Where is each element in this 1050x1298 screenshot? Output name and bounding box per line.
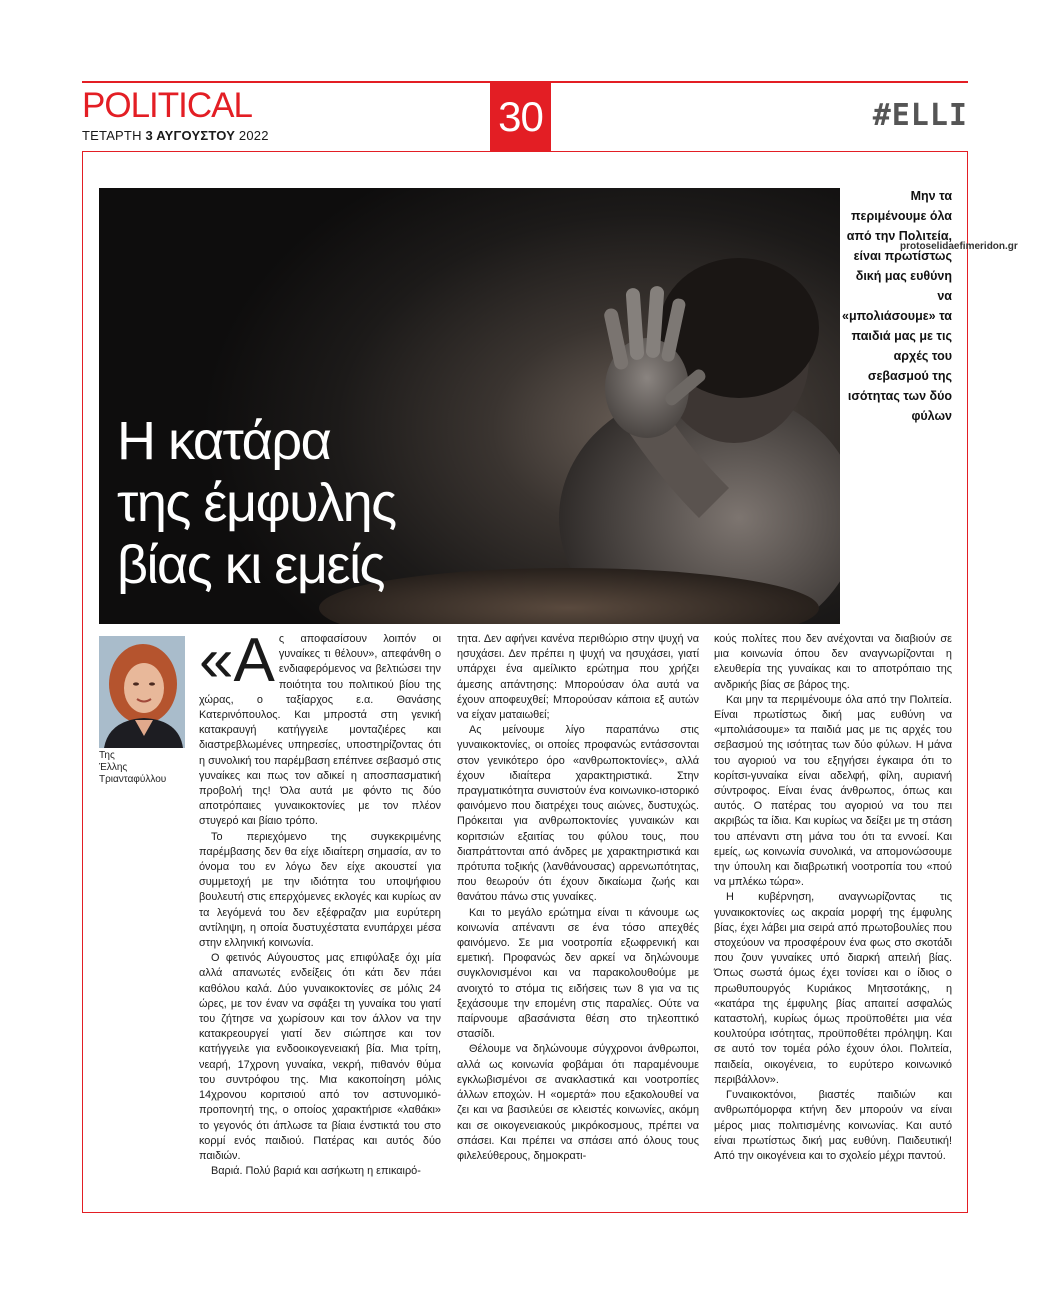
weekday: ΤΕΤΑΡΤΗ [82,128,142,143]
watermark: protoselidaefimeridon.gr [900,241,1018,252]
section-name: POLITICAL [82,86,252,125]
year: 2022 [238,128,269,143]
byline-name-2: Τριανταφύλλου [99,774,167,785]
paragraph: Ο φετινός Αύγουστος μας επιφύλαξε όχι μία αλλά απανωτές ενδείξεις ότι κάτι δεν πάει καθόλου καλά. Δύο γυναικοκτονίες σε μόλις 24 ώρες, με τον έναν να σφάξει τη γυναίκα του γιατί του ζήτησε να χωρίσουν και τον άλλον να την κατακρεουργεί γιατί δεν σιώπησε και τον κατήγγειλε για ενδοοικογενειακή βία. Μια τρίτη, νεαρή, 17χρονη γυναίκα, νεκρή, πιθανόν θύμα του συντρόφου της. Μια κακοποίηση μόλις 14χρονου κοριτσιού από τον αστυνομικό-προπονητή της, ο οποίος χαρακτήρισε «λαθάκι» το γεγονός ότι άπλωσε τα βίαια ένστικτά του στο κορμί ενός παιδιού. Πατέρας και αυτός δύο παιδιών. [199,952,441,1162]
article-column-3 [714,632,952,1164]
pull-quote: Μην τα περιμένουμε όλα από την Πολιτεία, είναι πρωτίστως δική μας ευθύνη να «μπολιάσουμε» τα παιδιά μας με τις αρχές του σεβασμού της ισότητας των δύο φύλων [842,189,952,423]
paragraph: Θέλουμε να δηλώνουμε σύγχρονοι άνθρωποι, αλλά ως κοινωνία φοβάμαι ότι παραμένουμε εγκλωβισμένοι σε ανακλαστικά και νοοτροπίες άλλων εποχών. Η «ομερτά» που εξακολουθεί να ζει και να βασιλεύει σε κλειστές κοινωνίες, ακόμη και σε οικογενειακούς μικρόκοσμους, πρέπει να σπάσει. Και πρέπει να σπάσει από όλους τους φιλελεύθερους, δημοκρατι- [457,1043,699,1162]
paragraph: κούς πολίτες που δεν ανέχονται να διαβιούν σε μια κοινωνία όπου δεν αναγνωρίζονται η ελευθερία της γυναίκας και το αποτρόπαιο της ανδρικής βίας σε βάρος της. [714,633,952,691]
dateline [82,128,269,143]
author-portrait [99,636,185,748]
paragraph: τητα. Δεν αφήνει κανένα περιθώριο στην ψυχή να ησυχάσει. Δεν πρέπει η ψυχή να ησυχάσει, γιατί υπάρχει ένα αμείλικτο ερώτημα που χρήζει άμεσης απάντησης: Μπορούσαν όλα αυτά να έχουν αποφευχθεί; Μπορούσαν κάποια εξ αυτών να είχαν ματαιωθεί; [457,633,699,722]
title-line-2: της έμφυλης [117,473,396,533]
hero-photo [99,188,840,624]
paragraph: Η κυβέρνηση, αναγνωρίζοντας τις γυναικοκτονίες ως ακραία μορφή της έμφυλης βίας, έχει λάβει μια σειρά από πρωτοβουλίες που στοχεύουν να προσφέρουν ένα φως στο σκοτάδι που ζουν γυναίκες υπό διαρκή απειλή βίας. Όπως σωστά όμως έχει τονίσει και ο ίδιος ο πρωθυπουργός Κυριάκος Μητσοτάκης, η «κατάρα της έμφυλης βίας απαιτεί ασφαλώς καταστολή, κυρίως όμως προϋποθέτει μια νέα κουλτούρα ισότητας, προϋποθέτει πρόληψη. Και σε αυτό τον τομέα ρόλο έχουν όλοι. Πολιτεία, παιδεία, οικογένεια, το ευρύτερο κοινωνικό περιβάλλον». [714,891,952,1086]
paragraph: Ας μείνουμε λίγο παραπάνω στις γυναικοκτονίες, οι οποίες προφανώς εντάσσονται στον γενικότερο όρο «ανθρωποκτονίες», αλλά έχουν ιδιαίτερα χαρακτηριστικά. Στην πραγματικότητα συνιστούν ένα κοινωνικο-ιστορικό φαινόμενο που διατρέχει τους αιώνες, δυστυχώς. Πρόκειται για ανθρωποκτονίες γυναικών και κοριτσιών εξαιτίας του φύλου τους, που διαπράττονται από άνδρες με χαρακτηριστικά και πρότυπα τοξικής (λανθάνουσας) αρρενωπότητας, που θεωρούν ότι έχουν δικαίωμα ζωής και θανάτου πάνω στις γυναίκες. [457,724,699,904]
article-column-1 [199,626,441,1179]
section-tag: #ELLI [872,98,968,133]
page-number: 30 [490,83,551,151]
paragraph: Και το μεγάλο ερώτημα είναι τι κάνουμε ως κοινωνία απέναντι σε ένα τόσο απεχθές φαινόμενο. Σε μια νοοτροπία εξωφρενική και εμετική. Προφανώς δεν αρκεί να δηλώνουμε συγκλονισμένοι και να παρακολουθούμε με ανοιχτό το στόμα τις ειδήσεις των 8 για να τις ξεχάσουμε την επομένη στις παραλίες. Ούτε να παίρνουμε αβασάνιστα θέση στο τηλεοπτικό στασίδι. [457,906,699,1041]
date: 3 ΑΥΓΟΥΣΤΟΥ [145,128,236,143]
paragraph: Βαριά. Πολύ βαριά και ασήκωτη η επικαιρό- [211,1165,421,1178]
dropcap: «Α [199,626,275,695]
article-title [117,410,396,596]
byline-name-1: Έλλης [99,762,128,773]
byline-by: Της [99,750,115,761]
byline [99,750,166,786]
title-line-1: Η κατάρα [117,411,331,471]
paragraph: Και μην τα περιμένουμε όλα από την Πολιτεία. Είναι πρωτίστως δική μας ευθύνη να «μπολιάσουμε» τα παιδιά μας με τις αρχές του σεβασμού της ισότητας των δύο φύλων. Η μάνα του αγοριού να του εξηγήσει έγκαιρα ότι το κορίτσι-γυναίκα είναι αδελφή, φίλη, αυριανή σύντροφος. Είναι ένας άνθρωπος, όπως και αυτός. Ο πατέρας του αγοριού να του πει ακριβώς τα ίδια. Και κυρίως να δείξει με τη στάση του απέναντι στη μάνα του ότι τα εννοεί. Και εμείς, ως κοινωνία συνολικά, να απομονώσουμε την ύπουλη και διαβρωτική νοοτροπία του «πού να μπλέκω τώρα». [714,693,952,889]
paragraph: Το περιεχόμενο της συγκεκριμένης παρέμβασης δεν θα είχε ιδιαίτερη σημασία, αν το όνομα του εν λόγω δεν είχε ακουστεί για συμμετοχή με την ιδιότητα του υποψήφιου βουλευτή στις επερχόμενες εκλογές και κυρίως αν τα λεγόμενά του δεν εξέφραζαν μια ευρύτερη αντίληψη, η οποία δυστυχέστατα ενυπάρχει μέσα στην ελληνική κοινωνία. [199,830,441,950]
article-column-2 [457,632,699,1164]
paragraph: «Α ς αποφασίσουν λοιπόν οι γυναίκες τι θέλουν», απεφάνθη ο ενδιαφερόμενος να βελτιώσει την ποιότητα του πολιτικού βίου της χώρας, ο ταξίαρχος ε.α. Θανάσης Κατερινόπουλος. Και μπροστά στη γενική κατακραυγή κατήγγειλε μονταζιέρες και διαστρεβλωμένες υπηρεσίες, υποστηρίζοντας ότι η συνολική του παρέμβαση επέπνεε σεβασμό στις γυναίκες και πως τον αδικεί η αποσπασματική προβολή της! Όλα αυτά με φόντο τις δύο αποτρόπαιες γυναικοκτονίες με τον πλέον στυγερό και βίαιο τρόπο. [199,626,441,828]
title-line-3: βίας κι εμείς [117,535,385,595]
paragraph: Γυναικοκτόνοι, βιαστές παιδιών και ανθρωπόμορφα κτήνη δεν μπορούν να είναι μέρος μιας πολιτισμένης κοινωνίας. Και αυτό είναι πρωτίστως δική μας ευθύνη. Παιδευτική! Από την οικογένεια και το σχολείο μέχρι παντού. [714,1089,952,1162]
author-photo [99,636,185,748]
